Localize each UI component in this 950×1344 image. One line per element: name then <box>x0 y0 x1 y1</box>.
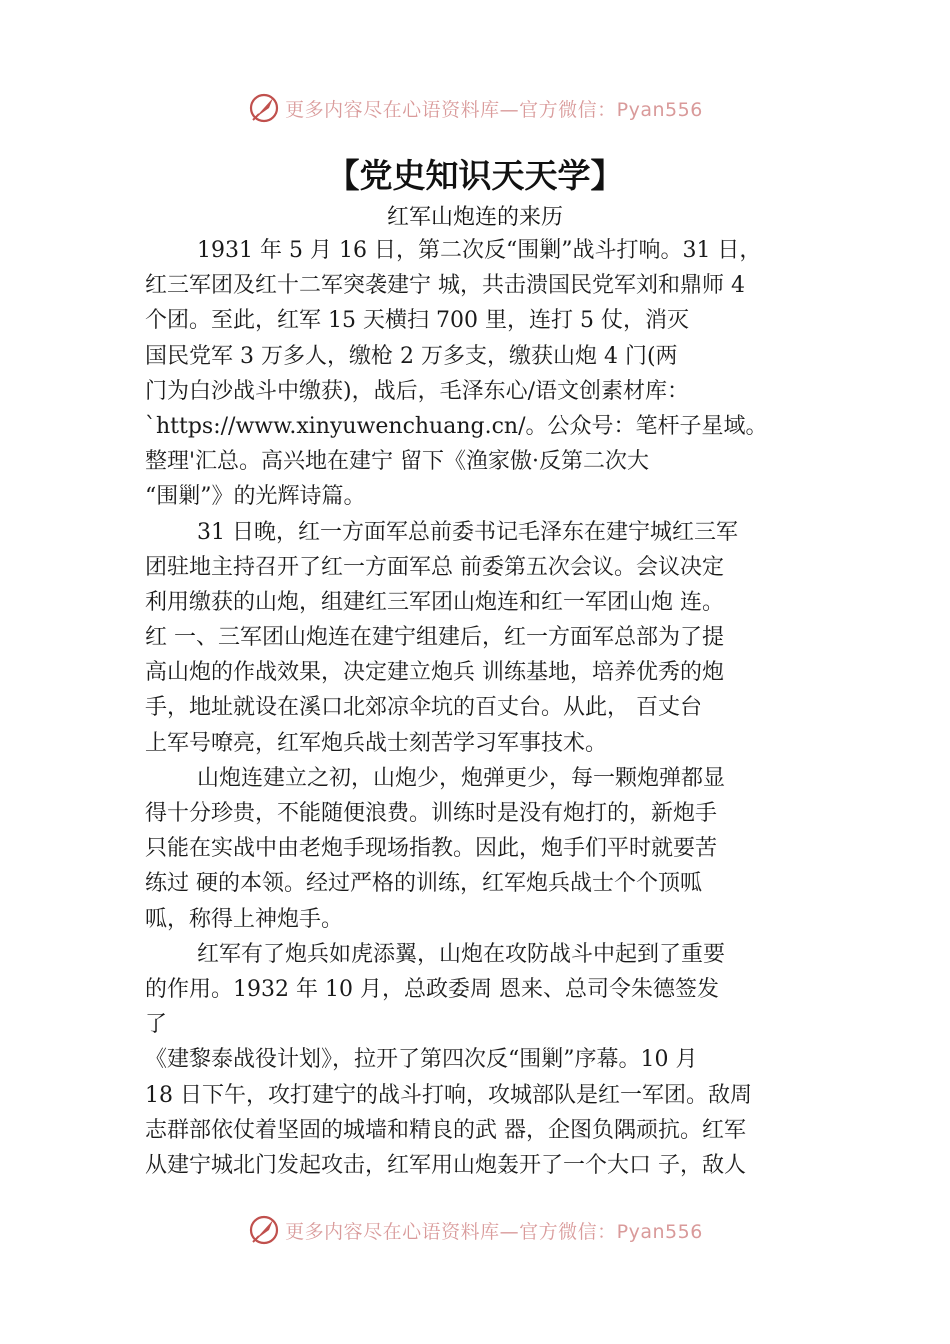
text-line: 团驻地主持召开了红一方面军总 前委第五次会议。会议决定 <box>145 554 724 580</box>
text-line: `https://www.xinyuwenchuang.cn/。公众号：笔杆子星域。 <box>145 413 768 439</box>
text-line: 的作用。1932 年 10 月，总政委周 恩来、总司令朱德签发 <box>145 976 719 1002</box>
text-line: “围剿”》的光辉诗篇。 <box>145 484 366 510</box>
text-line: 国民党军 3 万多人，缴枪 2 万多支，缴获山炮 4 门(两 <box>145 343 678 369</box>
quill-logo-icon <box>247 91 281 125</box>
text-line: 志群部依仗着坚固的城墙和精良的武 器，企图负隅顽抗。红军 <box>145 1117 746 1143</box>
text-line: 从建宁城北门发起攻击，红军用山炮轰开了一个大口 子，敌人 <box>145 1152 746 1178</box>
article-body <box>145 233 825 1183</box>
text-line: 《建黎泰战役计划》，拉开了第四次反“围剿”序幕。10 月 <box>145 1047 698 1073</box>
text-line: 上军号嘹亮，红军炮兵战士刻苦学习军事技术。 <box>145 730 608 756</box>
text-line: 18 日下午，攻打建宁的战斗打响，攻城部队是红一军团。敌周 <box>145 1082 752 1108</box>
text-line: 利用缴获的山炮，组建红三军团山炮连和红一军团山炮 连。 <box>145 589 724 615</box>
watermark-text: 更多内容尽在心语资料库—官方微信：Pyan556 <box>285 98 703 121</box>
text-line: 红三军团及红十二军突袭建宁 城，共击溃国民党军刘和鼎师 4 <box>145 273 745 299</box>
text-line: 门为白沙战斗中缴获)，战后，毛泽东心/语文创素材库： <box>145 378 689 404</box>
text-line: 呱，称得上神炮手。 <box>145 906 344 932</box>
page-title: 【党史知识天天学】 <box>326 156 624 195</box>
text-line: 个团。至此，红军 15 天横扫 700 里，连打 5 仗，消灭 <box>145 308 689 334</box>
text-line: 得十分珍贵，不能随便浪费。训练时是没有炮打的，新炮手 <box>145 801 718 826</box>
text-line: 练过 硬的本领。经过严格的训练，红军炮兵战士个个顶呱 <box>145 871 702 897</box>
text-line: 31 日晚，红一方面军总前委书记毛泽东在建宁城红三军 <box>197 519 738 545</box>
text-line: 1931 年 5 月 16 日，第二次反“围剿”战斗打响。31 日， <box>197 238 762 263</box>
text-line: 山炮连建立之初，山炮少，炮弹更少，每一颗炮弹都显 <box>197 765 726 791</box>
text-line: 高山炮的作战效果，决定建立炮兵 训练基地，培养优秀的炮 <box>145 660 724 686</box>
text-line: 红军有了炮兵如虎添翼，山炮在攻防战斗中起到了重要 <box>197 941 726 967</box>
text-line: 整理'汇总。高兴地在建宁 留下《渔家傲·反第二次大 <box>145 449 650 475</box>
text-line: 只能在实战中由老炮手现场指教。因此，炮手们平时就要苦 <box>145 836 718 862</box>
header-watermark <box>0 88 950 128</box>
text-line: 手，地址就设在溪口北郊凉伞坑的百丈台。从此， 百丈台 <box>145 695 702 721</box>
text-line: 了 <box>145 1012 168 1038</box>
page-subtitle: 红军山炮连的来历 <box>386 205 563 230</box>
footer-watermark <box>0 1210 950 1250</box>
watermark-text: 更多内容尽在心语资料库—官方微信：Pyan556 <box>285 1220 703 1243</box>
quill-logo-icon <box>247 1213 281 1247</box>
text-line: 红 一、三军团山炮连在建宁组建后，红一方面军总部为了提 <box>145 625 724 651</box>
